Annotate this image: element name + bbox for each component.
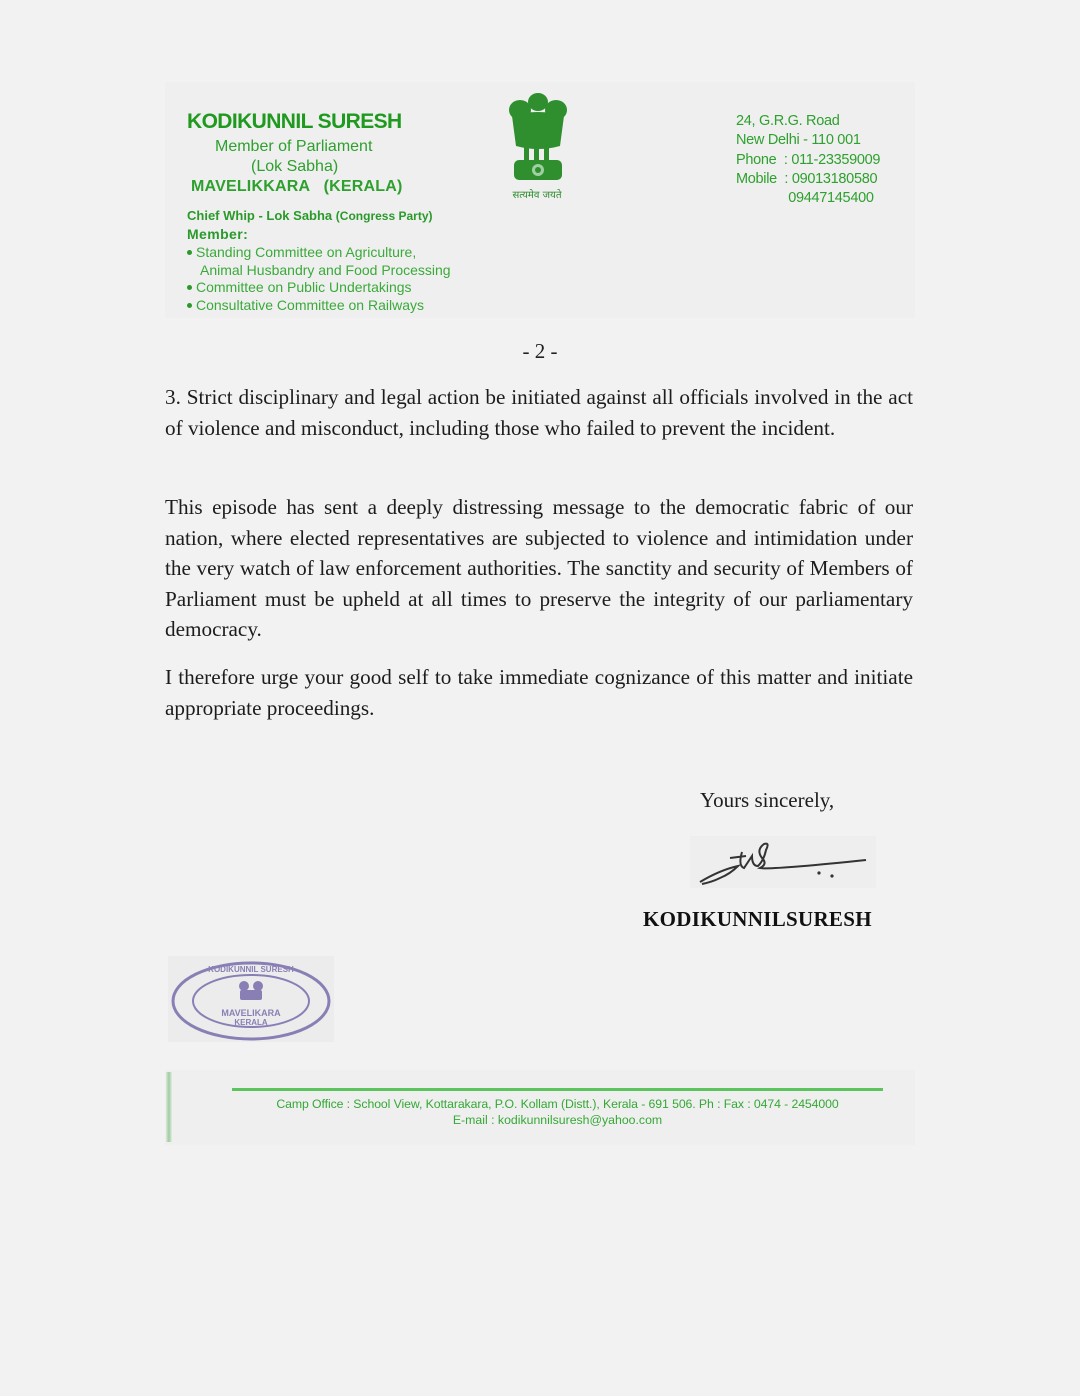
letterhead-constituency: MAVELIKKARA (KERALA) xyxy=(191,178,403,195)
body-paragraph: I therefore urge your good self to take immediate cognizance of this matter and initiate appropriate proceedings. xyxy=(165,665,913,720)
chief-whip-label: Chief Whip - Lok Sabha xyxy=(187,208,333,223)
letterhead-house: (Lok Sabha) xyxy=(251,158,339,175)
mobile-line-2: 09447145400 xyxy=(736,190,874,207)
committee-item: Consultative Committee on Railways xyxy=(187,297,451,315)
stamp-icon xyxy=(168,956,334,1042)
committee-list xyxy=(187,244,451,314)
letterhead-title: Member of Parliament xyxy=(215,138,373,155)
closing-salutation: Yours sincerely, xyxy=(700,788,835,812)
signatory-name: KODIKUNNILSURESH xyxy=(643,907,872,931)
member-label: Member: xyxy=(187,226,249,242)
party-label: (Congress Party) xyxy=(335,209,433,223)
footer-divider xyxy=(232,1088,883,1091)
stamp-top-text: KODIKUNNIL SURESH xyxy=(208,965,294,974)
footer-email: E-mail : kodikunnilsuresh@yahoo.com xyxy=(452,1113,663,1127)
official-stamp xyxy=(168,956,334,1042)
address-line: 24, G.R.G. Road xyxy=(736,113,840,129)
signature xyxy=(690,836,876,888)
emblem-motto: सत्यमेव जयते xyxy=(512,190,562,201)
address-line: New Delhi - 110 001 xyxy=(736,132,861,149)
body-paragraph: This episode has sent a deeply distressing message to the democratic fabric of our nation, where elected representatives are subjected to violence and intimidation under the very watch of law enforcement authorities. The sanctity and security of Members of Parliament must be upheld at all times to preserve the integrity of our parliamentary democracy. xyxy=(165,495,913,641)
stamp-center-text-2: KERALA xyxy=(234,1018,268,1027)
committee-item-continued: Animal Husbandry and Food Processing xyxy=(200,261,451,278)
letterhead-address xyxy=(736,112,880,208)
page-number: - 2 - xyxy=(522,339,558,363)
stamp-center-text: MAVELIKARA xyxy=(221,1008,281,1018)
signature-icon xyxy=(690,836,876,888)
committee-item: Standing Committee on Agriculture, xyxy=(187,244,451,262)
letterhead-name: KODIKUNNIL SURESH xyxy=(187,110,402,133)
chief-whip-line xyxy=(187,208,433,223)
phone-line: Phone : 011-23359009 xyxy=(736,151,881,168)
body-paragraph: 3. Strict disciplinary and legal action be initiated against all officials involved in the act of violence and misconduct, including those who failed to prevent the incident. xyxy=(165,385,913,440)
camp-office-address: Camp Office : School View, Kottarakara, P.O. Kollam (Distt.), Kerala - 691 506. Ph : Fax : 0474 - 2454000 xyxy=(276,1097,839,1111)
mobile-line: Mobile : 09013180580 xyxy=(736,170,878,187)
committee-item: Committee on Public Undertakings xyxy=(187,279,451,297)
